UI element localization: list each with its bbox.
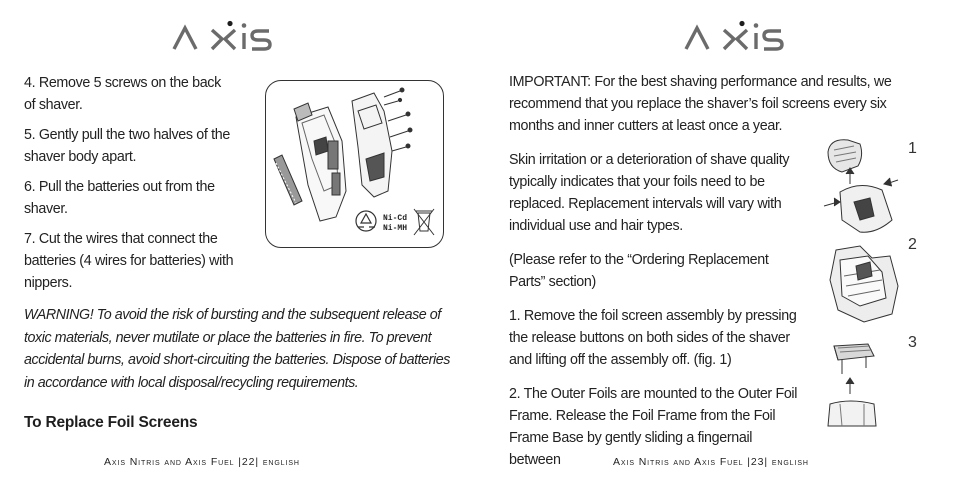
step-5: 5. Gently pull the two halves of the shaver body apart. [24, 127, 230, 165]
left-footer: Axis Nitris and Axis Fuel |22| english [104, 456, 300, 468]
nimh-label: Ni-MH [383, 224, 408, 233]
step-4: 4. Remove 5 screws on the back of shaver. [24, 75, 221, 113]
foil-instructions [509, 149, 805, 479]
step-7: 7. Cut the wires that connect the batteries (4 wires for batteries) with nippers. [24, 231, 234, 291]
right-footer: Axis Nitris and Axis Fuel |23| english [613, 456, 809, 468]
figure-2-number: 2 [908, 236, 917, 253]
step-6: 6. Pull the batteries out from the shaver. [24, 179, 215, 217]
figure-2 [820, 236, 920, 334]
irritation-paragraph: Skin irritation or a deterioration of shave quality typically indicates that your foils need to be replaced. Replacement intervals will vary with individual use and hair types. [509, 152, 790, 234]
axis-logo [172, 18, 272, 52]
section-heading: To Replace Foil Screens [24, 414, 198, 431]
ordering-reference: (Please refer to the “Ordering Replacement Parts” section) [509, 252, 769, 290]
recycle-icon [356, 211, 376, 231]
figure-1 [820, 136, 920, 236]
nicd-label: Ni-Cd [383, 214, 408, 223]
logo-text: AXIS [172, 18, 175, 19]
figure-3-number: 3 [908, 334, 917, 351]
right-page [477, 0, 954, 477]
battery-warning [24, 304, 454, 394]
disassembly-illustration [265, 80, 444, 248]
left-page [0, 0, 477, 477]
important-notice: IMPORTANT: For the best shaving performance and results, we recommend that you replace the shaver’s foil screens every six months and inner cutters at least once a year. [509, 74, 892, 134]
shaver-exploded-diagram [266, 81, 443, 247]
crossed-bin-icon [414, 209, 434, 235]
removal-steps [24, 72, 234, 302]
figure-3 [820, 334, 920, 429]
warning-label: WARNING! [24, 307, 94, 323]
step-2: 2. The Outer Foils are mounted to the Outer Foil Frame. Release the Foil Frame from the Foil Frame Base by gently sliding a fingernail between [509, 386, 798, 468]
figure-1-number: 1 [908, 140, 917, 157]
warning-text: To avoid the risk of bursting and the subsequent release of toxic materials, never mutilate or place the batteries in fire. To prevent accidental burns, avoid short-circuiting the batteries. Dispose of batteries in accordance with local disposal/recycling requirements. [24, 307, 450, 391]
axis-logo-right [684, 18, 784, 52]
step-1: 1. Remove the foil screen assembly by pressing the release buttons on both sides of the shaver and lifting off the assembly off. (fig. 1) [509, 308, 797, 368]
